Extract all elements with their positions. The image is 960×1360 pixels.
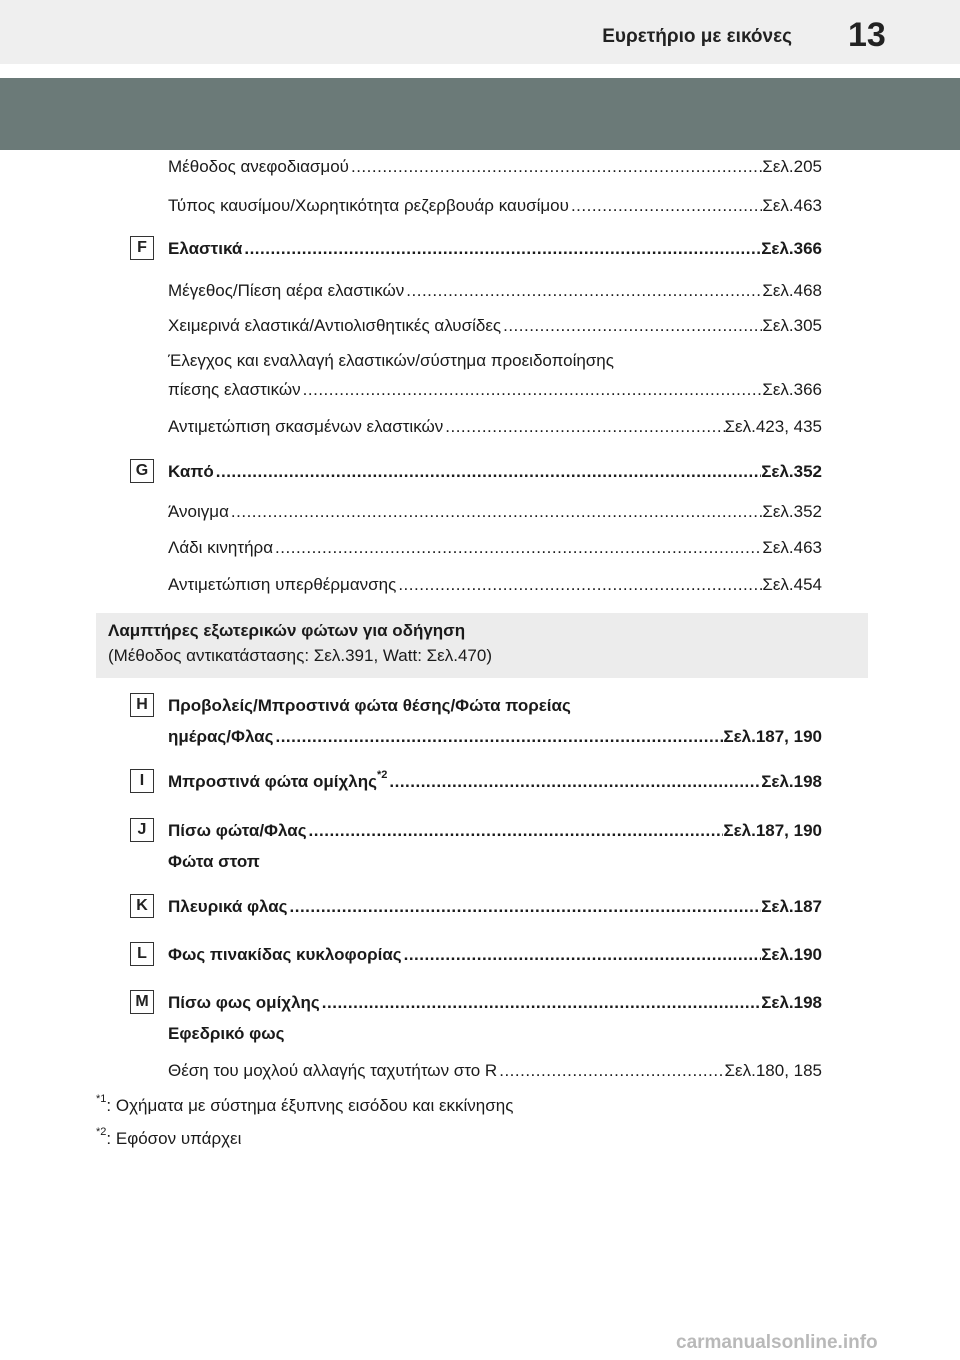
section-heading-front-fog[interactable] <box>168 771 822 793</box>
dot-leader <box>214 461 761 483</box>
sub-heading-stop-lights[interactable]: Φώτα στοπ <box>168 852 260 871</box>
dot-leader <box>242 238 761 260</box>
sub-heading-backup-light[interactable]: Εφεδρικό φως <box>168 1024 285 1043</box>
section-heading-plate-light[interactable] <box>168 944 822 966</box>
dot-leader <box>443 416 724 438</box>
dot-leader <box>307 820 724 842</box>
index-entry[interactable] <box>168 195 822 217</box>
entry-page: Σελ.205 <box>762 157 822 176</box>
page-header <box>0 0 960 64</box>
heading-title: Μπροστινά φώτα ομίχλης <box>168 772 377 791</box>
dot-leader <box>402 944 762 966</box>
dot-leader <box>229 501 762 523</box>
entry-page: Σελ.463 <box>762 538 822 557</box>
letter-marker-g: G <box>130 459 154 483</box>
heading-page: Σελ.352 <box>761 462 822 481</box>
index-entry[interactable] <box>168 574 822 596</box>
section-title: Ευρετήριο με εικόνες <box>602 26 792 47</box>
section-heading-headlights[interactable] <box>168 726 822 748</box>
entry-page: Σελ.423, 435 <box>724 417 822 436</box>
entry-text: πίεσης ελαστικών <box>168 380 301 399</box>
entry-text: Μέγεθος/Πίεση αέρα ελαστικών <box>168 281 405 300</box>
dot-leader <box>569 195 762 217</box>
index-entry[interactable] <box>168 1060 822 1082</box>
info-box-title: Λαμπτήρες εξωτερικών φώτων για οδήγηση <box>108 621 466 640</box>
info-box-subtitle: (Μέθοδος αντικατάστασης: Σελ.391, Watt: Σελ.470) <box>108 646 492 665</box>
dot-leader <box>349 156 762 178</box>
section-heading-rear-fog[interactable] <box>168 992 822 1014</box>
info-box-exterior-bulbs <box>96 613 868 678</box>
heading-page: Σελ.187, 190 <box>723 821 822 840</box>
heading-page: Σελ.198 <box>761 772 822 791</box>
section-heading-hood[interactable] <box>168 461 822 483</box>
section-heading-side-turn[interactable] <box>168 896 822 918</box>
dot-leader <box>387 771 761 793</box>
dot-leader <box>320 992 761 1014</box>
entry-text: Τύπος καυσίμου/Χωρητικότητα ρεζερβουάρ καυσίμου <box>168 196 569 215</box>
heading-text: Καπό <box>168 462 214 481</box>
heading-page: Σελ.190 <box>761 945 822 964</box>
entry-page: Σελ.463 <box>762 196 822 215</box>
letter-marker-i: I <box>130 769 154 793</box>
index-entry[interactable] <box>168 416 822 438</box>
dot-leader <box>273 537 762 559</box>
dot-leader <box>497 1060 724 1082</box>
entry-text: Άνοιγμα <box>168 502 229 521</box>
entry-text: Λάδι κινητήρα <box>168 538 274 557</box>
entry-text: Χειμερινά ελαστικά/Αντιολισθητικές αλυσίδες <box>168 316 502 335</box>
entry-page: Σελ.352 <box>762 502 822 521</box>
index-entry[interactable] <box>168 537 822 559</box>
footnote-mark: *1 <box>96 1093 107 1106</box>
heading-text: ημέρας/Φλας <box>168 727 274 746</box>
heading-text-line1: Προβολείς/Μπροστινά φώτα θέσης/Φώτα πορείας <box>168 696 571 715</box>
heading-page: Σελ.198 <box>761 993 822 1012</box>
dot-leader <box>301 379 763 401</box>
dot-leader <box>404 280 762 302</box>
footnote <box>96 1095 513 1117</box>
heading-page: Σελ.366 <box>761 239 822 258</box>
letter-marker-m: M <box>130 990 154 1014</box>
letter-marker-j: J <box>130 818 154 842</box>
entry-text: Αντιμετώπιση υπερθέρμανσης <box>168 575 397 594</box>
heading-page: Σελ.187 <box>761 897 822 916</box>
index-entry[interactable] <box>168 501 822 523</box>
header-band <box>0 78 960 150</box>
entry-page: Σελ.366 <box>762 380 822 399</box>
index-entry[interactable] <box>168 156 822 178</box>
entry-page: Σελ.180, 185 <box>724 1061 822 1080</box>
heading-page: Σελ.187, 190 <box>723 727 822 746</box>
entry-text: Αντιμετώπιση σκασμένων ελαστικών <box>168 417 444 436</box>
footnote-text: : Οχήματα με σύστημα έξυπνης εισόδου και εκκίνησης <box>106 1096 514 1115</box>
letter-marker-l: L <box>130 942 154 966</box>
letter-marker-h: H <box>130 693 154 717</box>
dot-leader <box>396 574 762 596</box>
heading-text: Πίσω φώτα/Φλας <box>168 821 307 840</box>
index-entry[interactable] <box>168 379 822 401</box>
footnote-mark: *2 <box>96 1126 107 1139</box>
page-number: 13 <box>848 16 886 54</box>
entry-text-line1: Έλεγχος και εναλλαγή ελαστικών/σύστημα προειδοποίησης <box>168 351 614 370</box>
dot-leader <box>288 896 762 918</box>
letter-marker-k: K <box>130 894 154 918</box>
section-heading-rear-lights[interactable] <box>168 820 822 842</box>
heading-text <box>168 771 387 793</box>
watermark: carmanualsonline.info <box>676 1332 878 1353</box>
entry-page: Σελ.454 <box>762 575 822 594</box>
heading-text: Ελαστικά <box>168 239 243 258</box>
entry-page: Σελ.468 <box>762 281 822 300</box>
entry-page: Σελ.305 <box>762 316 822 335</box>
entry-text: Μέθοδος ανεφοδιασμού <box>168 157 349 176</box>
dot-leader <box>273 726 723 748</box>
index-entry[interactable] <box>168 315 822 337</box>
dot-leader <box>501 315 762 337</box>
heading-text: Πλευρικά φλας <box>168 897 288 916</box>
heading-text: Πίσω φως ομίχλης <box>168 993 320 1012</box>
letter-marker-f: F <box>130 236 154 260</box>
index-entry[interactable] <box>168 280 822 302</box>
footnote <box>96 1128 241 1150</box>
entry-text: Θέση του μοχλού αλλαγής ταχυτήτων στο R <box>168 1061 498 1080</box>
section-heading-tires[interactable] <box>168 238 822 260</box>
footnote-ref: *2 <box>376 769 388 782</box>
footnote-text: : Εφόσον υπάρχει <box>106 1129 242 1148</box>
heading-text: Φως πινακίδας κυκλοφορίας <box>168 945 402 964</box>
